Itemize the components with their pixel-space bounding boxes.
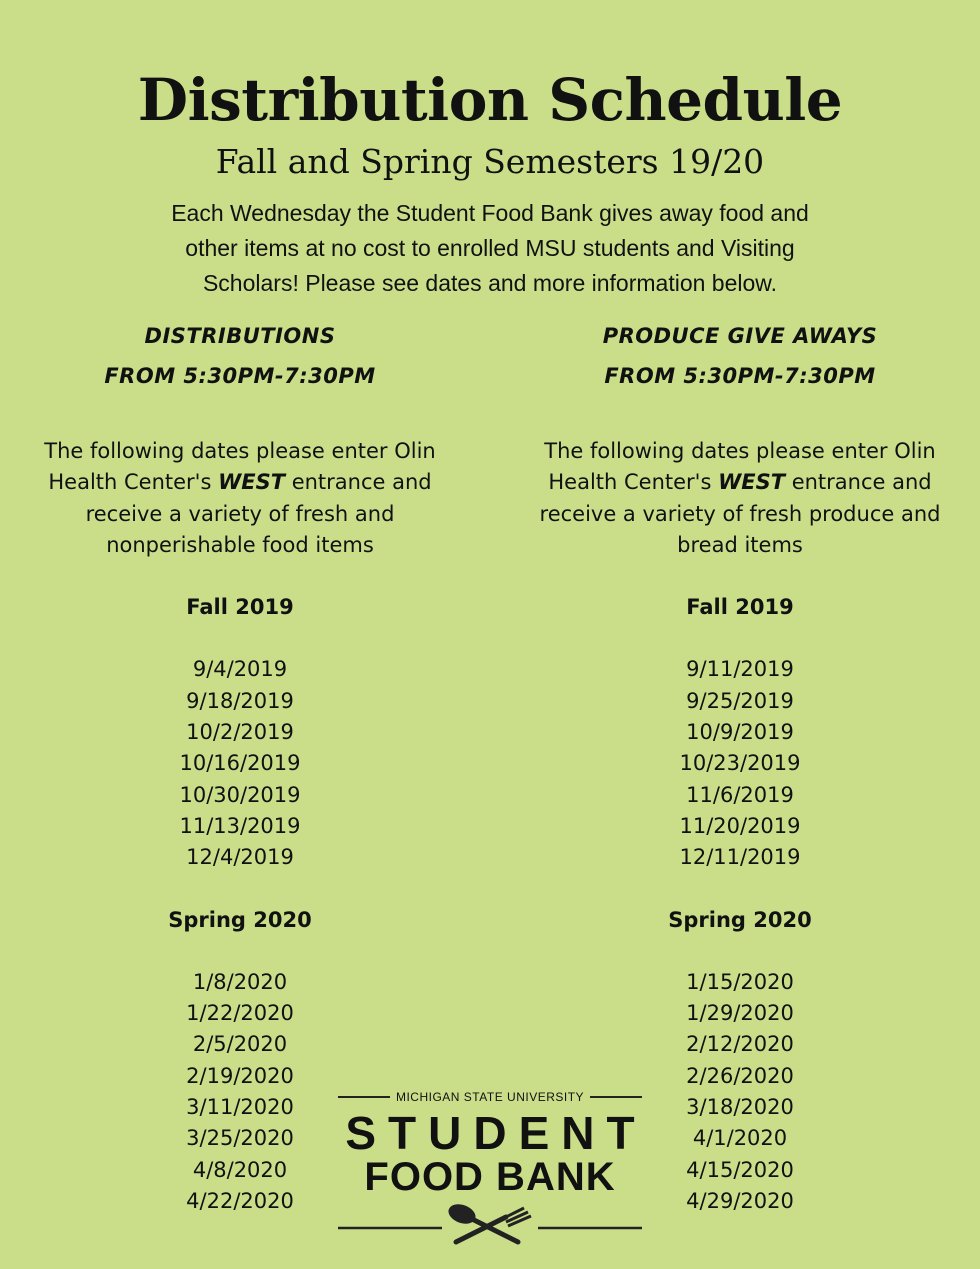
produce-heading: PRODUCE GIVE AWAYS: [602, 324, 878, 348]
date-item: 2/12/2020: [686, 1032, 794, 1057]
distributions-heading: DISTRIBUTIONS: [144, 324, 336, 348]
date-item: 2/26/2020: [686, 1063, 794, 1088]
logo-line-student: STUDENT: [345, 1107, 647, 1159]
distributions-description: The following dates please enter Olin Health Center's WEST entrance and receive a variety of fresh and nonperishable food items: [44, 439, 436, 557]
date-item: 1/22/2020: [186, 1001, 294, 1026]
date-item: 11/6/2019: [686, 782, 794, 807]
fall-label: Fall 2019: [686, 595, 794, 620]
date-item: 12/11/2019: [679, 845, 801, 870]
date-item: 9/11/2019: [686, 657, 794, 682]
distributions-column: [20, 316, 460, 1217]
west-emphasis: WEST: [718, 470, 786, 495]
logo-line-food-bank: FOOD BANK: [364, 1155, 616, 1199]
date-item: 2/19/2020: [186, 1063, 294, 1088]
date-item: 10/9/2019: [686, 720, 794, 745]
spring-label: Spring 2020: [668, 907, 812, 932]
spring-label: Spring 2020: [168, 907, 312, 932]
produce-column: [520, 316, 960, 1217]
fall-date-list: [20, 654, 460, 873]
intro-text: Each Wednesday the Student Food Bank gives away food and other items at no cost to enrolled MSU students and Visiting Scholars! Please see dates and more information below.: [171, 200, 809, 296]
date-item: 10/2/2019: [186, 720, 294, 745]
date-item: 9/4/2019: [192, 657, 288, 682]
date-item: 10/16/2019: [179, 751, 301, 776]
logo-divider: [338, 1096, 390, 1098]
page-subtitle: Fall and Spring Semesters 19/20: [215, 142, 765, 181]
date-item: 4/1/2020: [692, 1126, 788, 1151]
date-item: 9/18/2019: [186, 688, 294, 713]
date-item: 1/29/2020: [686, 1001, 794, 1026]
date-item: 4/22/2020: [186, 1188, 294, 1213]
date-item: 2/5/2020: [192, 1032, 288, 1057]
date-item: 11/20/2019: [679, 813, 801, 838]
produce-time: FROM 5:30PM-7:30PM: [604, 364, 876, 388]
date-item: 3/18/2020: [686, 1095, 794, 1120]
date-item: 11/13/2019: [179, 813, 301, 838]
date-item: 4/8/2020: [192, 1157, 288, 1182]
logo-divider: [590, 1096, 642, 1098]
distributions-time: FROM 5:30PM-7:30PM: [104, 364, 376, 388]
date-item: 10/23/2019: [679, 751, 801, 776]
date-item: 10/30/2019: [179, 782, 301, 807]
spoon-fork-icon: [338, 1202, 642, 1246]
page-title: Distribution Schedule: [137, 66, 843, 134]
date-item: 4/29/2020: [686, 1188, 794, 1213]
produce-description: The following dates please enter Olin Health Center's WEST entrance and receive a variety of fresh produce and bread items: [539, 439, 941, 557]
date-item: 1/15/2020: [686, 969, 794, 994]
student-food-bank-logo: [338, 1090, 647, 1250]
west-emphasis: WEST: [218, 470, 286, 495]
logo-org: MICHIGAN STATE UNIVERSITY: [395, 1090, 585, 1104]
date-item: 3/25/2020: [186, 1126, 294, 1151]
date-item: 9/25/2019: [686, 688, 794, 713]
date-item: 12/4/2019: [186, 845, 294, 870]
date-item: 1/8/2020: [192, 969, 288, 994]
date-item: 3/11/2020: [186, 1095, 294, 1120]
fall-label: Fall 2019: [186, 595, 294, 620]
fall-date-list: [520, 654, 960, 873]
date-item: 4/15/2020: [686, 1157, 794, 1182]
